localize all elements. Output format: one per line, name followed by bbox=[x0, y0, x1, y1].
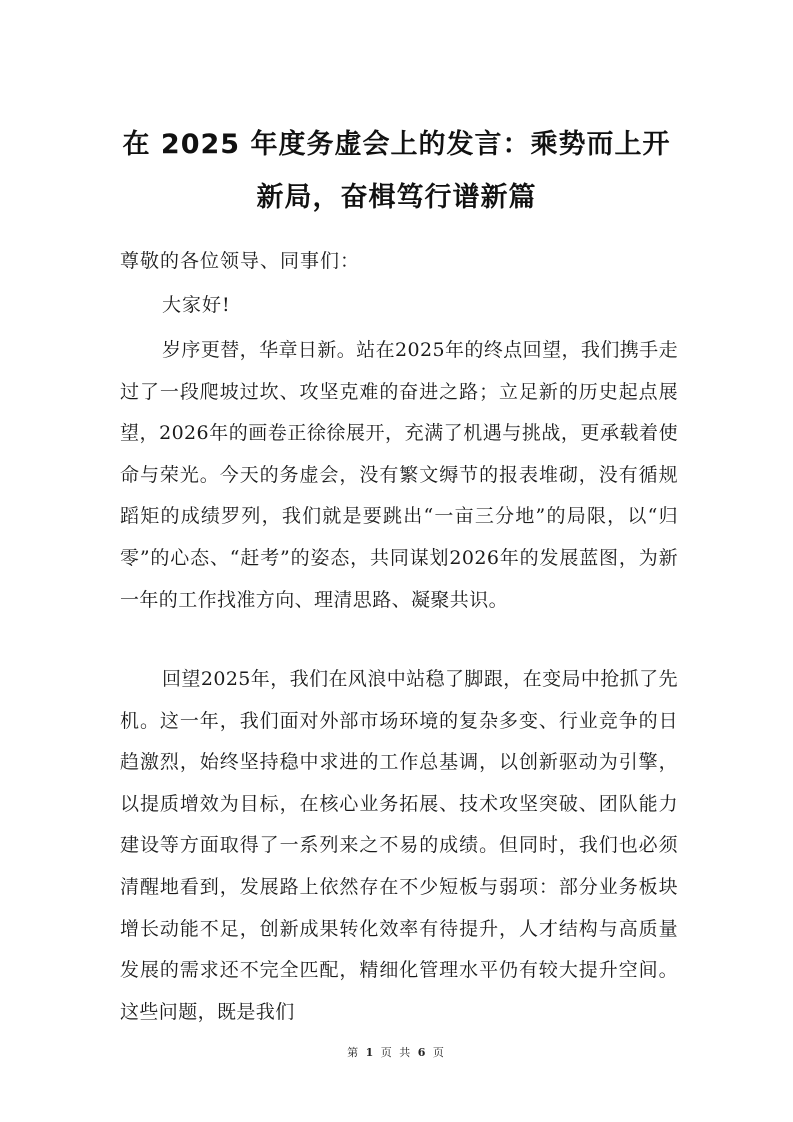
body-paragraph: 回望2025年，我们在风浪中站稳了脚跟，在变局中抢抓了先机。这一年，我们面对外部市场环境的复杂多变、行业竞争的日趋激烈，始终坚持稳中求进的工作总基调，以创新驱动为引擎，以提质增效为目标，在核心业务拓展、技术攻坚突破、团队能力建设等方面取得了一系列来之不易的成绩。但同时，我们也必须清醒地看到，发展路上依然存在不少短板与弱项：部分业务板块增长动能不足，创新成果转化效率有待提升，人才结构与高质量发展的需求还不完全匹配，精细化管理水平仍有较大提升空间。这些问题，既是我们 bbox=[120, 668, 678, 1023]
greeting: 大家好! bbox=[162, 294, 231, 316]
footer-middle: 页 共 bbox=[380, 1046, 413, 1059]
footer-prefix: 第 bbox=[347, 1046, 361, 1059]
total-pages-number: 6 bbox=[417, 1046, 428, 1059]
current-page-number: 1 bbox=[365, 1046, 376, 1059]
footer-suffix: 页 bbox=[432, 1046, 446, 1059]
document-title-line-1: 在 2025 年度务虚会上的发言：乘势而上开 bbox=[122, 129, 671, 160]
salutation: 尊敬的各位领导、同事们： bbox=[120, 250, 361, 272]
body-paragraph: 岁序更替，华章日新。站在2025年的终点回望，我们携手走过了一段爬坡过坎、攻坚克难的奋进之路；立足新的历史起点展望，2026年的画卷正徐徐展开，充满了机遇与挑战，更承载着使命与荣光。今天的务虚会，没有繁文缛节的报表堆砌，没有循规蹈矩的成绩罗列，我们就是要跳出“一亩三分地”的局限，以“归零”的心态、“赶考”的姿态，共同谋划2026年的发展蓝图，为新一年的工作找准方向、理清思路、凝聚共识。 bbox=[120, 339, 678, 611]
document-title-line-2: 新局，奋楫笃行谱新篇 bbox=[256, 182, 537, 213]
page-footer bbox=[0, 1044, 793, 1060]
